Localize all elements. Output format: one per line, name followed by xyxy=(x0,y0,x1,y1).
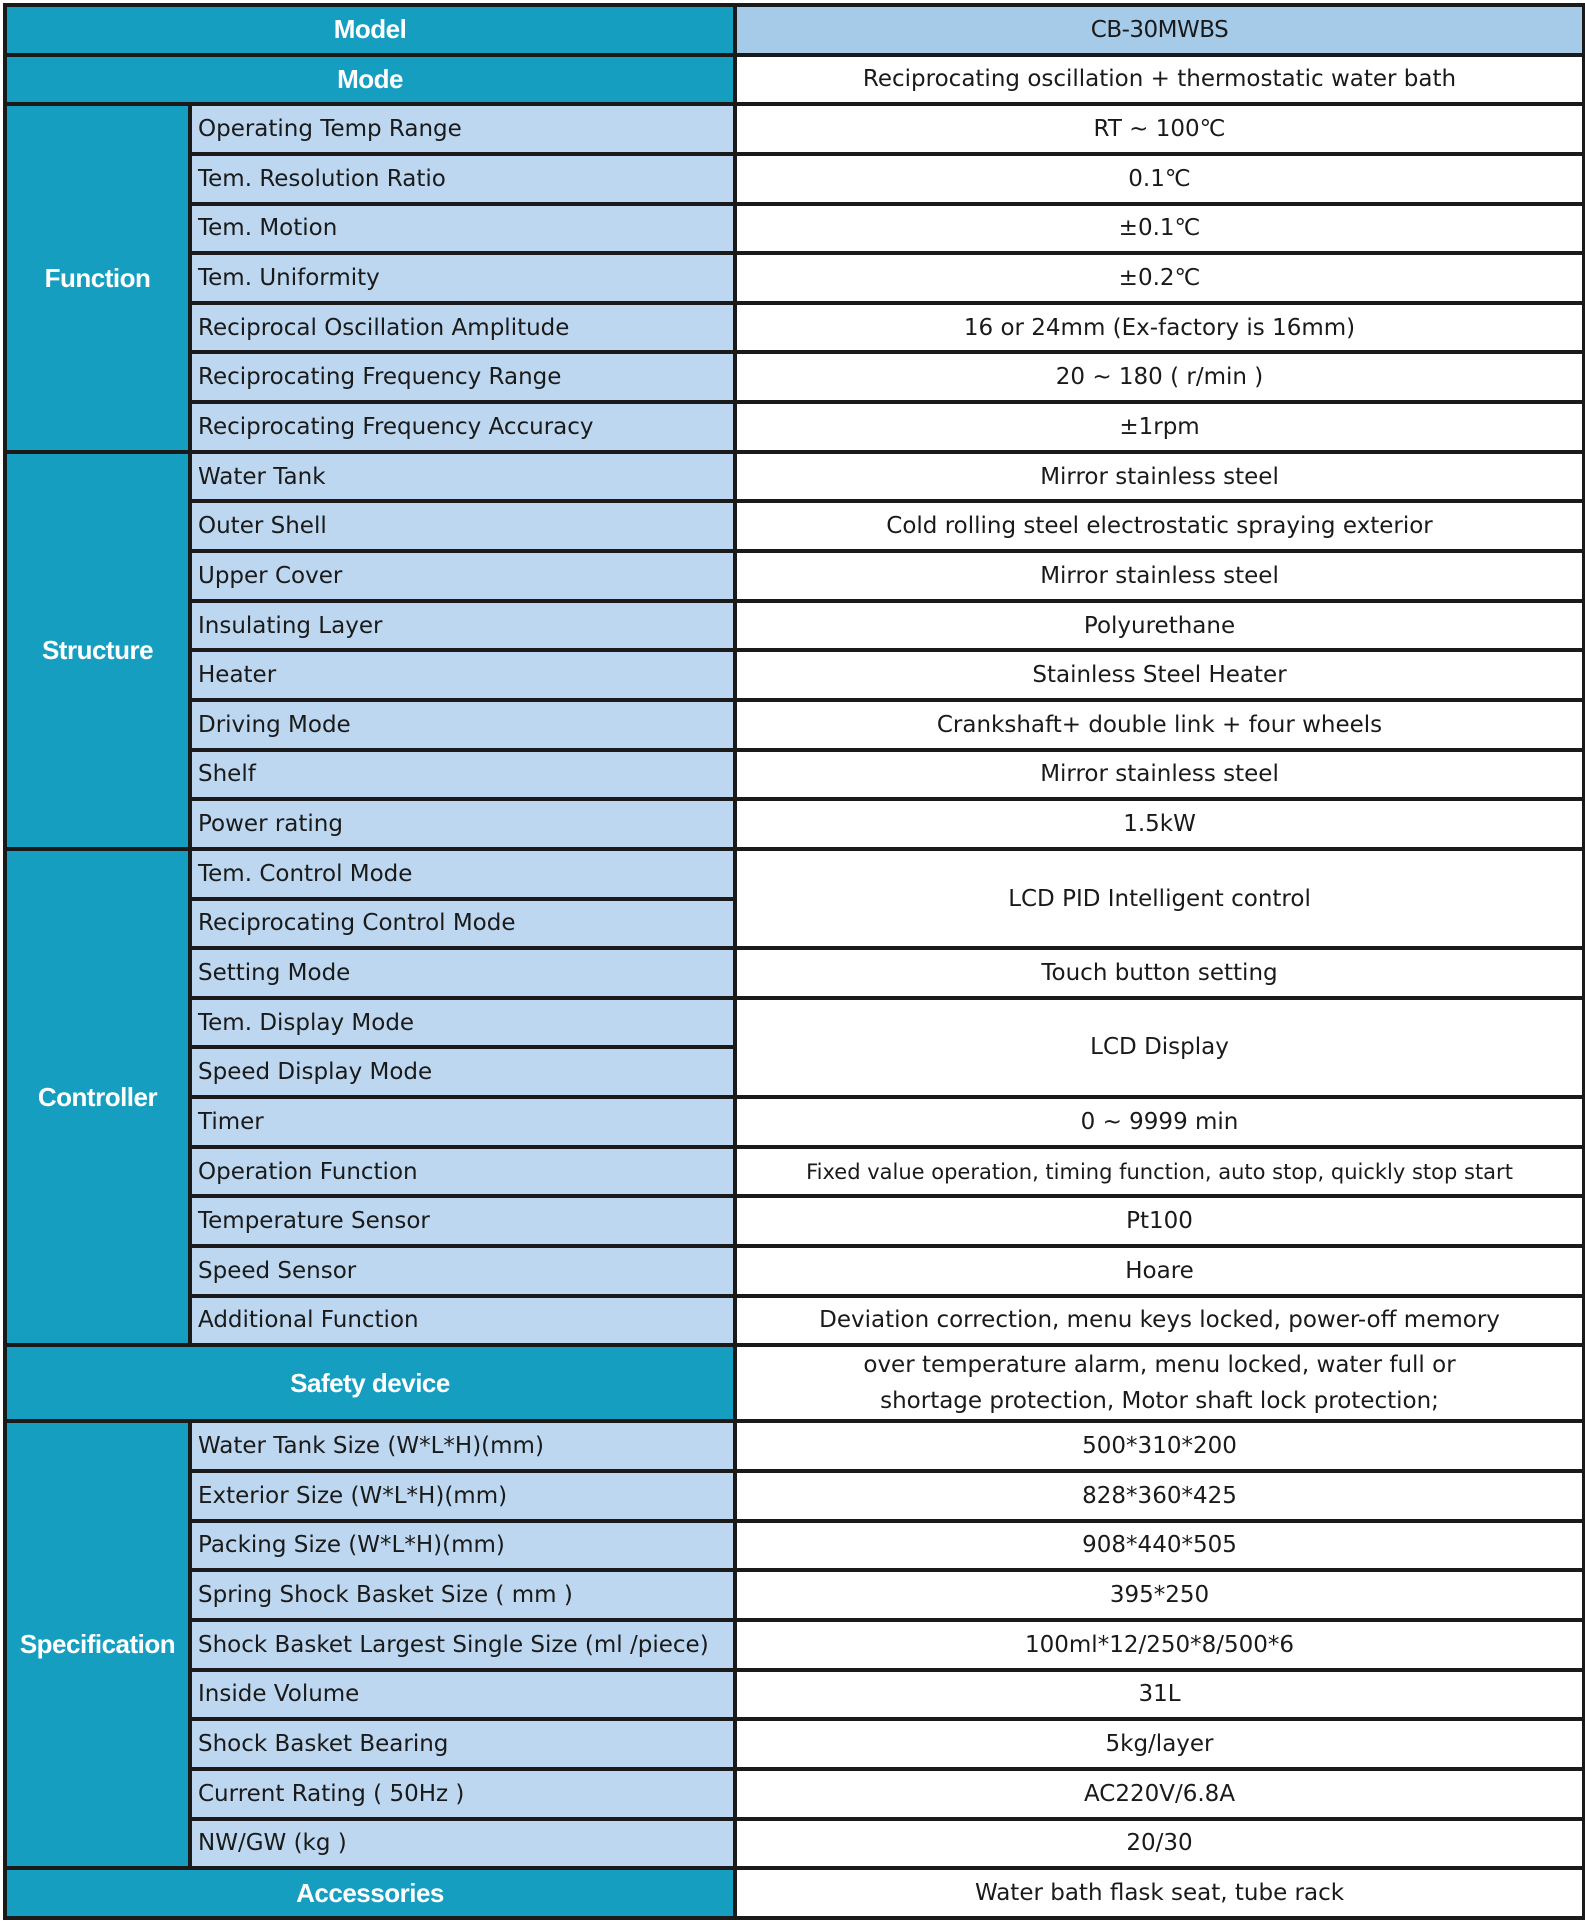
row-label: Reciprocating Control Mode xyxy=(190,899,735,949)
row-value: Polyurethane xyxy=(735,601,1584,651)
specification-row xyxy=(5,1471,1584,1521)
row-value: Cold rolling steel electrostatic spraying exterior xyxy=(735,501,1584,551)
row-label: Tem. Uniformity xyxy=(190,253,735,303)
structure-row xyxy=(5,650,1584,700)
row-value: 828*360*425 xyxy=(735,1471,1584,1521)
safety-value xyxy=(735,1345,1584,1421)
specification-row xyxy=(5,1521,1584,1571)
row-label: Shock Basket Bearing xyxy=(190,1719,735,1769)
row-label: Tem. Display Mode xyxy=(190,998,735,1048)
row-value: 1.5kW xyxy=(735,799,1584,849)
row-label: Driving Mode xyxy=(190,700,735,750)
row-value: 16 or 24mm (Ex-factory is 16mm) xyxy=(735,303,1584,353)
row-label: Setting Mode xyxy=(190,948,735,998)
safety-label: Safety device xyxy=(5,1345,735,1421)
row-label: Reciprocating Frequency Accuracy xyxy=(190,402,735,452)
row-value: 20/30 xyxy=(735,1819,1584,1869)
row-label: Operating Temp Range xyxy=(190,104,735,154)
structure-row xyxy=(5,700,1584,750)
row-label: Shock Basket Largest Single Size (ml /piece) xyxy=(190,1620,735,1670)
mode-value: Reciprocating oscillation + thermostatic water bath xyxy=(735,55,1584,105)
safety-value-line: shortage protection, Motor shaft lock protection; xyxy=(880,1388,1439,1415)
structure-row xyxy=(5,452,1584,502)
controller-row xyxy=(5,849,1584,899)
row-value: AC220V/6.8A xyxy=(735,1769,1584,1819)
row-value: 0.1℃ xyxy=(735,154,1584,204)
structure-row xyxy=(5,750,1584,800)
row-label: Current Rating ( 50Hz ) xyxy=(190,1769,735,1819)
specification-row xyxy=(5,1570,1584,1620)
structure-row xyxy=(5,501,1584,551)
structure-group-label: Structure xyxy=(5,452,190,849)
row-label: Insulating Layer xyxy=(190,601,735,651)
row-value: Stainless Steel Heater xyxy=(735,650,1584,700)
function-row xyxy=(5,303,1584,353)
accessories-value: Water bath flask seat, tube rack xyxy=(735,1868,1584,1918)
row-label: Packing Size (W*L*H)(mm) xyxy=(190,1521,735,1571)
accessories-label: Accessories xyxy=(5,1868,735,1918)
row-value: Mirror stainless steel xyxy=(735,551,1584,601)
row-label: Power rating xyxy=(190,799,735,849)
row-label: Tem. Control Mode xyxy=(190,849,735,899)
row-label: Heater xyxy=(190,650,735,700)
row-label: Outer Shell xyxy=(190,501,735,551)
mode-label: Mode xyxy=(5,55,735,105)
controller-row xyxy=(5,1246,1584,1296)
structure-row xyxy=(5,601,1584,651)
row-value: 100ml*12/250*8/500*6 xyxy=(735,1620,1584,1670)
specification-group-label: Specification xyxy=(5,1421,190,1868)
controller-row xyxy=(5,1196,1584,1246)
row-value: 20 ~ 180 ( r/min ) xyxy=(735,352,1584,402)
row-label: Upper Cover xyxy=(190,551,735,601)
row-label: Timer xyxy=(190,1097,735,1147)
structure-row xyxy=(5,799,1584,849)
controller-group-label: Controller xyxy=(5,849,190,1345)
row-label: Water Tank Size (W*L*H)(mm) xyxy=(190,1421,735,1471)
controller-row xyxy=(5,1097,1584,1147)
row-label: Tem. Motion xyxy=(190,204,735,254)
row-value: ±0.2℃ xyxy=(735,253,1584,303)
specification-row xyxy=(5,1769,1584,1819)
row-label: Shelf xyxy=(190,750,735,800)
row-label: Speed Display Mode xyxy=(190,1047,735,1097)
row-value: Crankshaft+ double link + four wheels xyxy=(735,700,1584,750)
specification-row xyxy=(5,1819,1584,1869)
row-label: Inside Volume xyxy=(190,1670,735,1720)
safety-row xyxy=(5,1345,1584,1421)
row-value: Mirror stainless steel xyxy=(735,750,1584,800)
function-row xyxy=(5,104,1584,154)
row-value: 500*310*200 xyxy=(735,1421,1584,1471)
row-value: LCD PID Intelligent control xyxy=(735,849,1584,948)
controller-row xyxy=(5,948,1584,998)
function-row xyxy=(5,352,1584,402)
model-value: CB-30MWBS xyxy=(735,5,1584,55)
row-label: Temperature Sensor xyxy=(190,1196,735,1246)
row-label: Reciprocal Oscillation Amplitude xyxy=(190,303,735,353)
controller-row xyxy=(5,1296,1584,1346)
row-label: NW/GW (kg ) xyxy=(190,1819,735,1869)
row-label: Speed Sensor xyxy=(190,1246,735,1296)
function-row xyxy=(5,154,1584,204)
controller-row xyxy=(5,1147,1584,1197)
row-label: Exterior Size (W*L*H)(mm) xyxy=(190,1471,735,1521)
accessories-row xyxy=(5,1868,1584,1918)
model-label: Model xyxy=(5,5,735,55)
row-label: Water Tank xyxy=(190,452,735,502)
row-value: LCD Display xyxy=(735,998,1584,1097)
function-row xyxy=(5,402,1584,452)
function-group-label: Function xyxy=(5,104,190,451)
controller-row xyxy=(5,998,1584,1048)
row-value: 395*250 xyxy=(735,1570,1584,1620)
structure-row xyxy=(5,551,1584,601)
row-value: 908*440*505 xyxy=(735,1521,1584,1571)
specification-row xyxy=(5,1719,1584,1769)
function-row xyxy=(5,204,1584,254)
row-label: Additional Function xyxy=(190,1296,735,1346)
row-value: Mirror stainless steel xyxy=(735,452,1584,502)
specification-row xyxy=(5,1670,1584,1720)
row-value: Hoare xyxy=(735,1246,1584,1296)
specification-row xyxy=(5,1620,1584,1670)
row-label: Tem. Resolution Ratio xyxy=(190,154,735,204)
row-value: Touch button setting xyxy=(735,948,1584,998)
spec-table xyxy=(3,3,1585,1920)
row-value: Pt100 xyxy=(735,1196,1584,1246)
row-value: Deviation correction, menu keys locked, power-off memory xyxy=(735,1296,1584,1346)
model-row xyxy=(5,5,1584,55)
row-label: Operation Function xyxy=(190,1147,735,1197)
safety-value-line: over temperature alarm, menu locked, water full or xyxy=(863,1352,1456,1379)
row-label: Reciprocating Frequency Range xyxy=(190,352,735,402)
row-value: RT ~ 100℃ xyxy=(735,104,1584,154)
row-value: 0 ~ 9999 min xyxy=(735,1097,1584,1147)
row-value: Fixed value operation, timing function, auto stop, quickly stop start xyxy=(735,1147,1584,1197)
row-value: 31L xyxy=(735,1670,1584,1720)
row-value: ±1rpm xyxy=(735,402,1584,452)
row-value: ±0.1℃ xyxy=(735,204,1584,254)
specification-row xyxy=(5,1421,1584,1471)
function-row xyxy=(5,253,1584,303)
row-value: 5kg/layer xyxy=(735,1719,1584,1769)
mode-row xyxy=(5,55,1584,105)
row-label: Spring Shock Basket Size ( mm ) xyxy=(190,1570,735,1620)
